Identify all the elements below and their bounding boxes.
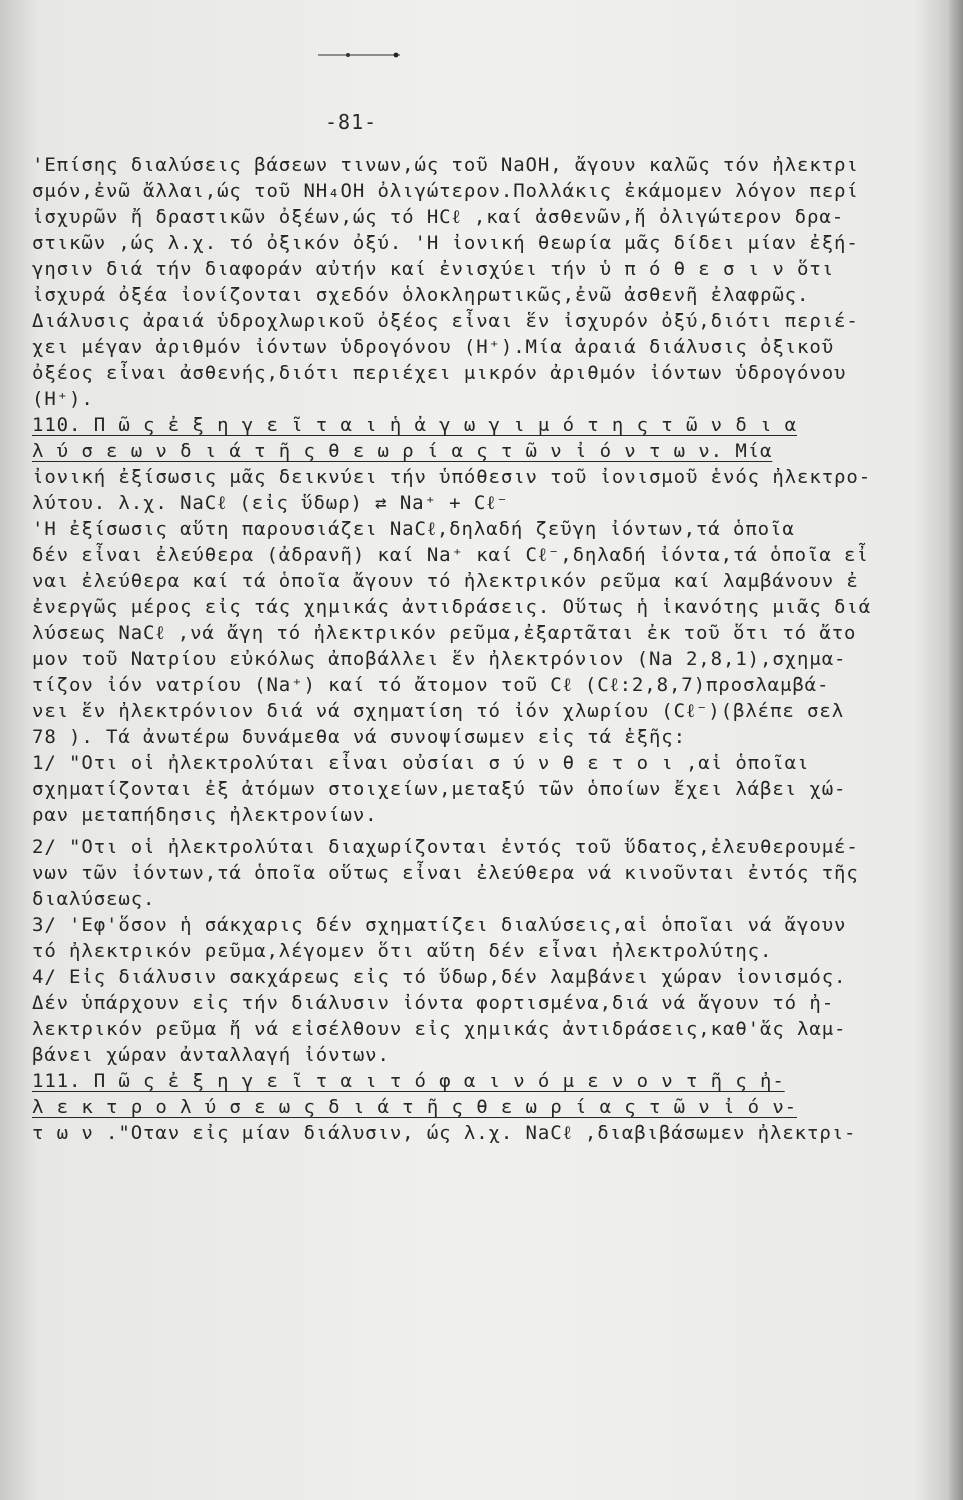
text-line: ἐνεργῶς μέρος εἰς τάς χημικάς ἀντιδράσεις. Οὕτως ἡ ἱκανότης μιᾶς διά	[32, 596, 872, 618]
text-line: μον τοῦ Νατρίου εὐκόλως ἀποβάλλει ἕν ἠλεκτρόνιον (Na 2,8,1),σχημα-	[32, 648, 847, 670]
text-line: σχηματίζονται ἐξ ἀτόμων στοιχείων,μεταξύ τῶν ὁποίων ἔχει λάβει χώ-	[32, 778, 847, 800]
list-item-2: 2/ "Οτι οἱ ἠλεκτρολύται διαχωρίζονται ἐντός τοῦ ὕδατος,ἐλευθερουμέ-	[32, 836, 859, 858]
text-line: διαλύσεως.	[32, 888, 156, 910]
question-110-heading: 110. Π ῶ ς ἐ ξ η γ ε ῖ τ α ι ἡ ἀ γ ω γ ι μ ό τ η ς τ ῶ ν δ ι α	[32, 414, 798, 436]
text-line: 'Επίσης διαλύσεις βάσεων τινων,ώς τοῦ NaOH, ἄγουν καλῶς τόν ἠλεκτρι	[32, 154, 859, 176]
text-line: λεκτρικόν ρεῦμα ἤ νά εἰσέλθουν εἰς χημικάς ἀντιδράσεις,καθ'ἅς λαμ-	[32, 1018, 847, 1040]
text-line: λύσεως NaCℓ ,νά ἄγη τό ἠλεκτρικόν ρεῦμα,ἐξαρτᾶται ἐκ τοῦ ὅτι τό ἄτο	[32, 622, 857, 644]
text-line: σμόν,ἐνῶ ἄλλαι,ώς τοῦ NH₄OH ὀλιγώτερον.Πολλάκις ἐκάμομεν λόγον περί	[32, 180, 859, 202]
text-line: ραν μεταπήδησις ἠλεκτρονίων.	[32, 804, 378, 826]
body-text	[32, 152, 937, 1146]
page-number: -81-	[325, 110, 378, 134]
list-item-4: 4/ Εἰς διάλυσιν σακχάρεως εἰς τό ὕδωρ,δέν λαμβάνει χώραν ἰονισμός.	[32, 966, 847, 988]
page-edge-shadow	[949, 0, 963, 1500]
text-line: τ ω ν ."Οταν εἰς μίαν διάλυσιν, ώς λ.χ. NaCℓ ,διαβιβάσωμεν ἠλεκτρι-	[32, 1122, 857, 1144]
staple-mark	[318, 52, 400, 58]
text-line: (H⁺).	[32, 388, 94, 410]
text-line: νει ἕν ἠλεκτρόνιον διά νά σχηματίση τό ἰόν χλωρίου (Cℓ⁻)(βλέπε σελ	[32, 700, 845, 722]
list-item-3: 3/ 'Εφ'ὅσον ἡ σάκχαρις δέν σχηματίζει διαλύσεις,αἱ ὁποῖαι νά ἄγουν	[32, 914, 847, 936]
text-line: τό ἠλεκτρικόν ρεῦμα,λέγομεν ὅτι αὕτη δέν εἶναι ἠλεκτρολύτης.	[32, 940, 773, 962]
question-110-heading: λ ύ σ ε ω ν δ ι ά τ ῆ ς θ ε ω ρ ί α ς τ ῶ ν ἰ ό ν τ ω ν. Μία	[32, 440, 773, 462]
text-line: στικῶν ,ώς λ.χ. τό ὀξικόν ὀξύ. 'Η ἰονική θεωρία μᾶς δίδει μίαν ἐξή-	[32, 232, 859, 254]
text-line: τίζον ἰόν νατρίου (Na⁺) καί τό ἄτομον τοῦ Cℓ (Cℓ:2,8,7)προσλαμβά-	[32, 674, 830, 696]
text-line: χει μέγαν ἀριθμόν ἰόντων ὑδρογόνου (H⁺).Μία ἀραιά διάλυσις ὀξικοῦ	[32, 336, 835, 358]
text-line: γησιν διά τήν διαφοράν αὐτήν καί ἐνισχύει τήν ὑ π ό θ ε σ ι ν ὅτι	[32, 258, 835, 280]
equation-line: λύτου. λ.χ. NaCℓ (εἰς ὕδωρ) ⇄ Na⁺ + Cℓ⁻	[32, 492, 509, 514]
text-line: ναι ἐλεύθερα καί τά ὁποῖα ἄγουν τό ἠλεκτρικόν ρεῦμα καί λαμβάνουν ἐ	[32, 570, 859, 592]
text-line: 'Η ἐξίσωσις αὕτη παρουσιάζει NaCℓ,δηλαδή ζεῦγη ἰόντων,τά ὁποῖα	[32, 518, 795, 540]
question-111-heading: 111. Π ῶ ς ἐ ξ η γ ε ῖ τ α ι τ ό φ α ι ν ό μ ε ν ο ν τ ῆ ς ἠ-	[32, 1070, 785, 1092]
text-line: δέν εἶναι ἐλεύθερα (ἀδρανῆ) καί Na⁺ καί Cℓ⁻,δηλαδή ἰόντα,τά ὁποῖα εἶ	[32, 544, 869, 566]
text-line: ἰσχυρά ὀξέα ἰονίζονται σχεδόν ὁλοκληρωτικῶς,ἐνῶ ἀσθενῆ ἐλαφρῶς.	[32, 284, 810, 306]
text-line: Διάλυσις ἀραιά ὑδροχλωρικοῦ ὀξέος εἶναι ἕν ἰσχυρόν ὀξύ,διότι περιέ-	[32, 310, 859, 332]
text-line: νων τῶν ἰόντων,τά ὁποῖα οὕτως εἶναι ἐλεύθερα νά κινοῦνται ἐντός τῆς	[32, 862, 859, 884]
text-line: ὀξέος εἶναι ἀσθενής,διότι περιέχει μικρόν ἀριθμόν ἰόντων ὑδρογόνου	[32, 362, 847, 384]
text-line: 78 ). Τά ἀνωτέρω δυνάμεθα νά συνοψίσωμεν εἰς τά ἑξῆς:	[32, 726, 686, 748]
list-item-1: 1/ "Οτι οἱ ἠλεκτρολύται εἶναι οὐσίαι σ ύ ν θ ε τ ο ι ,αἱ ὁποῖαι	[32, 752, 810, 774]
text-line: ἰονική ἐξίσωσις μᾶς δεικνύει τήν ὑπόθεσιν τοῦ ἰονισμοῦ ἑνός ἠλεκτρο-	[32, 466, 872, 488]
text-line: Δέν ὑπάρχουν εἰς τήν διάλυσιν ἰόντα φορτισμένα,διά νά ἄγουν τό ἠ-	[32, 992, 835, 1014]
text-line: ἰσχυρῶν ἤ δραστικῶν ὀξέων,ώς τό HCℓ ,καί ἀσθενῶν,ἤ ὀλιγώτερον δρα-	[32, 206, 845, 228]
text-line: βάνει χώραν ἀνταλλαγή ἰόντων.	[32, 1044, 390, 1066]
question-111-heading: λ ε κ τ ρ ο λ ύ σ ε ω ς δ ι ά τ ῆ ς θ ε ω ρ ί α ς τ ῶ ν ἰ ό ν-	[32, 1096, 798, 1118]
